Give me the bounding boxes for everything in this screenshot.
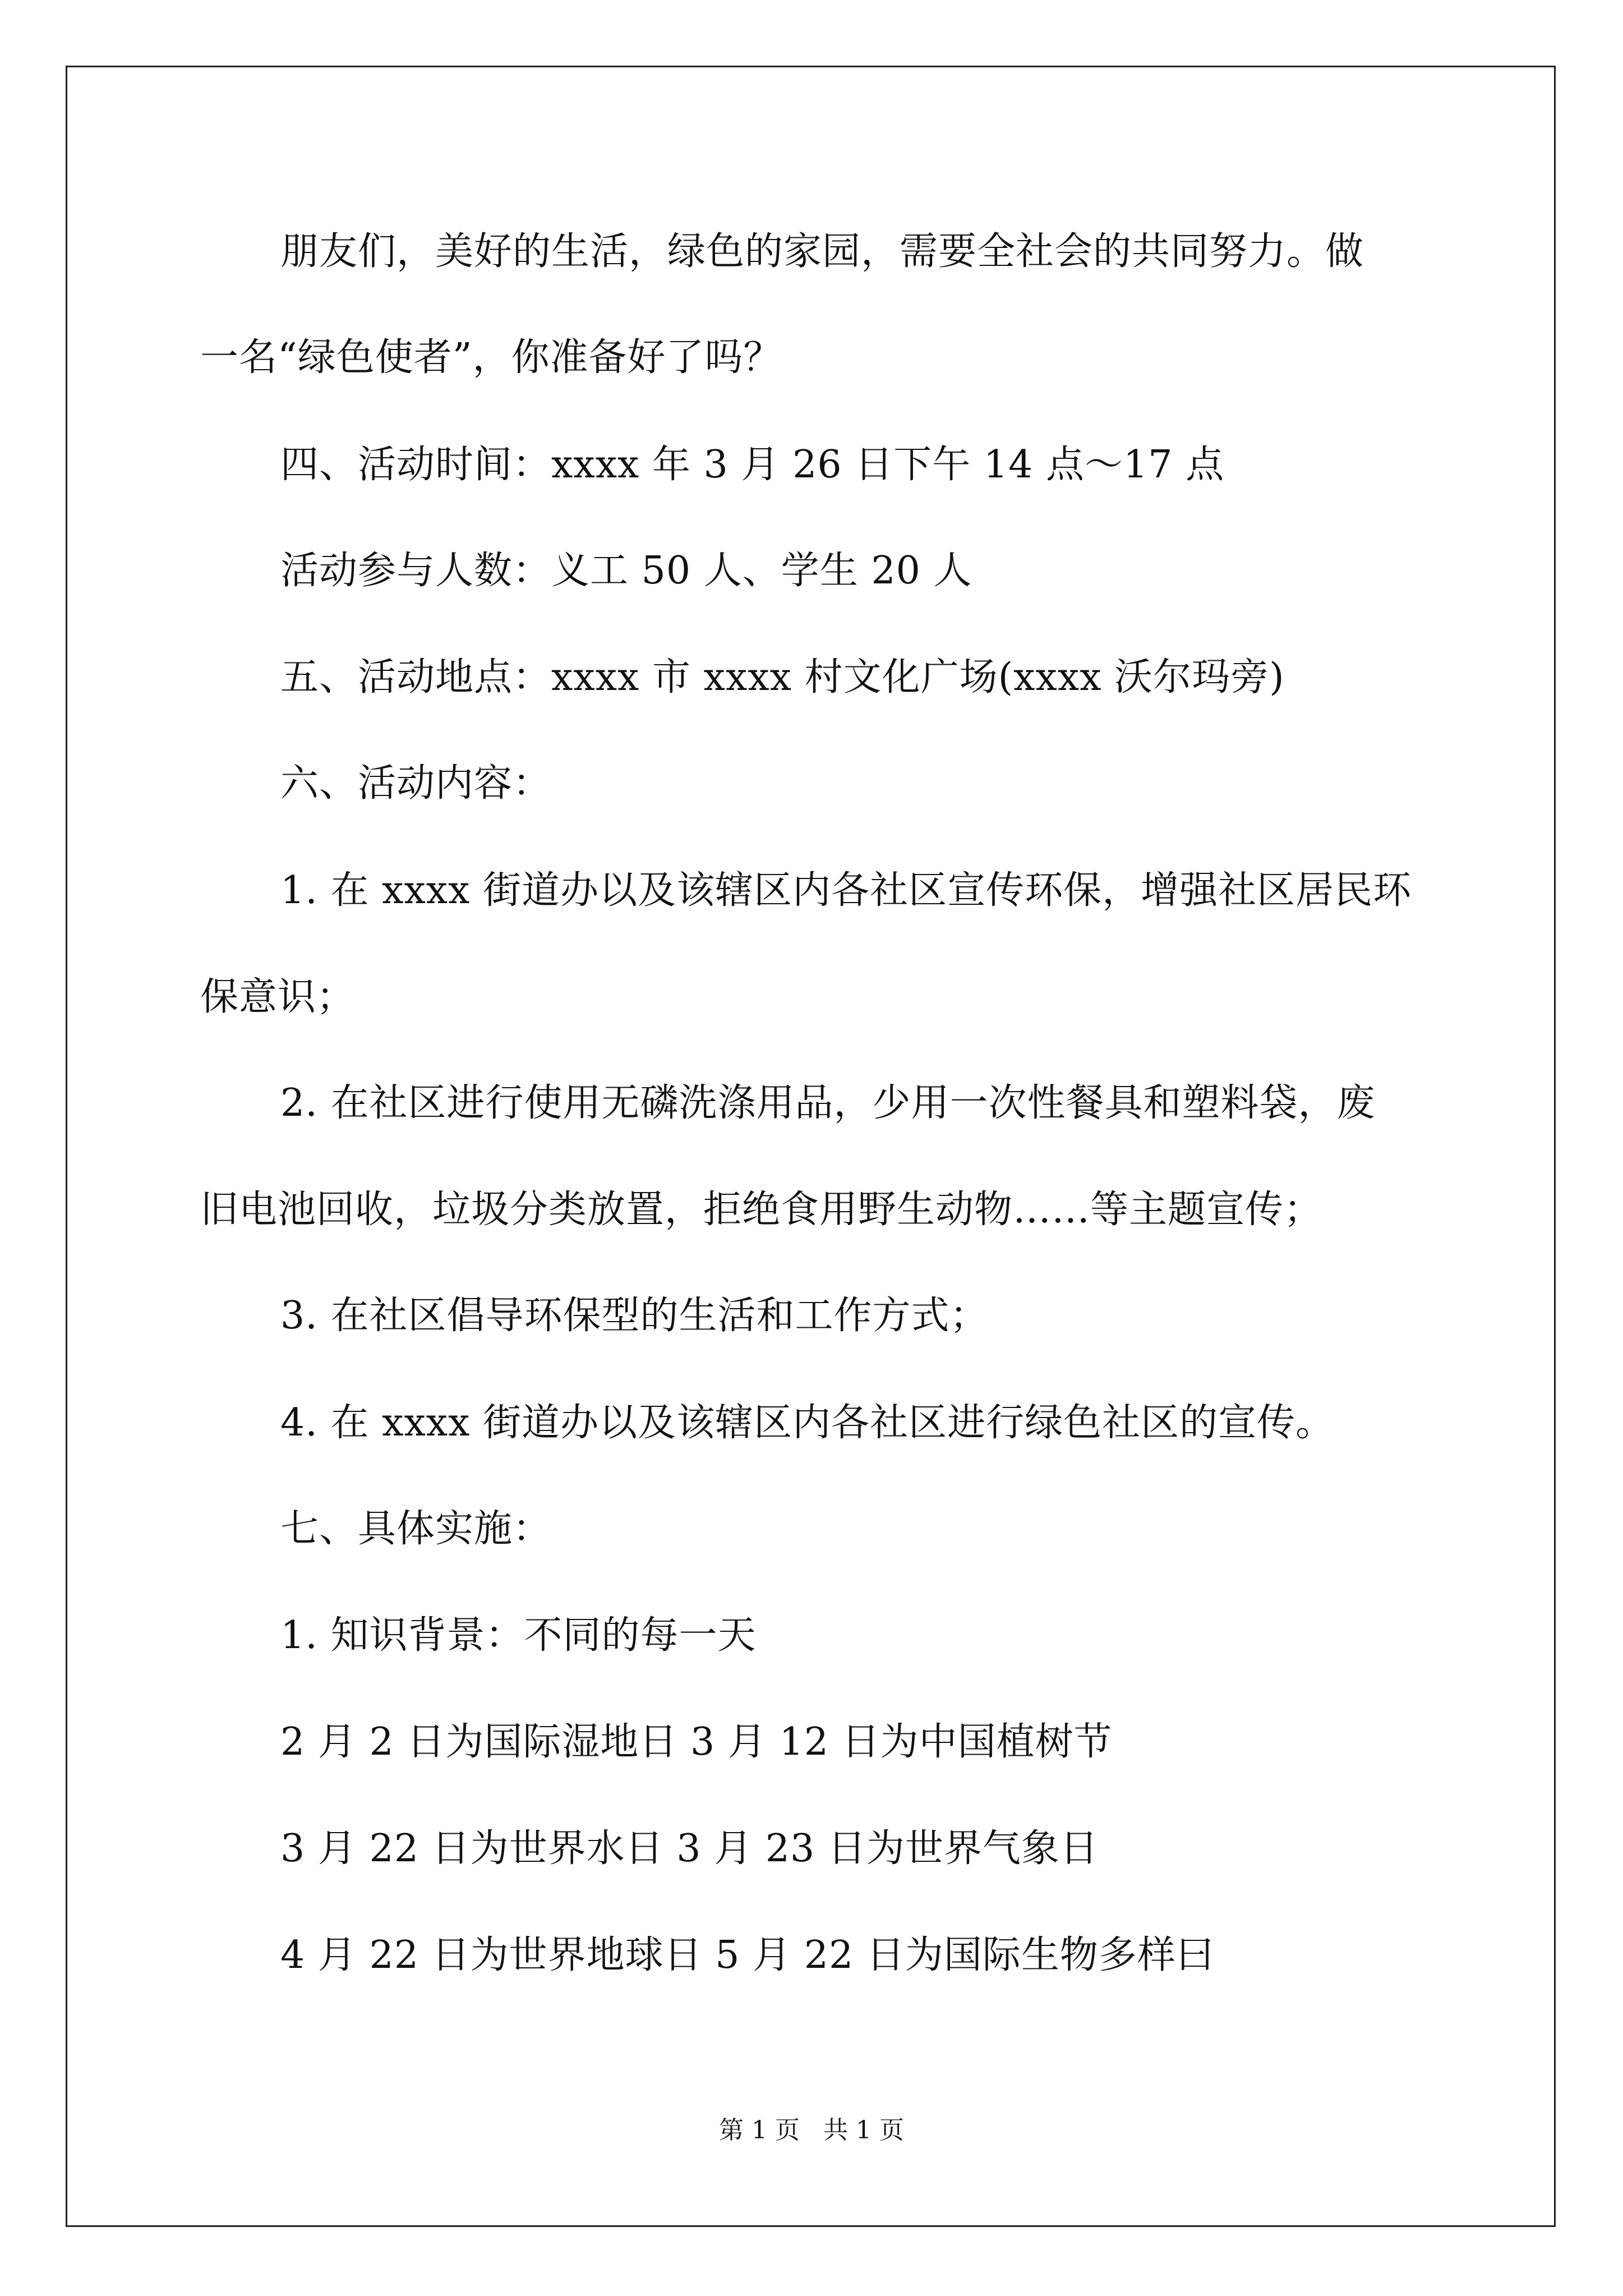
page-border [66,66,1556,2227]
paragraph-line: 七、具体实施： [280,1507,552,1551]
paragraph-line: 2 月 2 日为国际湿地日 3 月 12 日为中国植树节 [280,1720,1113,1764]
paragraph-line: 4. 在 xxxx 街道办以及该辖区内各社区进行绿色社区的宣传。 [280,1401,1335,1445]
paragraph-line: 朋友们，美好的生活，绿色的家园，需要全社会的共同努力。做 [280,229,1364,274]
paragraph-line: 3 月 22 日为世界水日 3 月 23 日为世界气象日 [280,1826,1099,1871]
paragraph-line: 旧电池回收，垃圾分类放置，拒绝食用野生动物……等主题宣传； [200,1188,1323,1232]
paragraph-line: 保意识； [200,975,356,1019]
paragraph-line: 一名“绿色使者”，你准备好了吗？ [200,335,782,380]
paragraph-line: 1. 知识背景：不同的每一天 [280,1613,757,1658]
paragraph-line: 3. 在社区倡导环保型的生活和工作方式； [280,1294,989,1338]
paragraph-line: 1. 在 xxxx 街道办以及该辖区内各社区宣传环保，增强社区居民环 [280,868,1412,913]
paragraph-line: 4 月 22 日为世界地球日 5 月 22 日为国际生物多样曰 [280,1933,1215,1977]
paragraph-line: 六、活动内容： [280,761,552,806]
paragraph-line: 2. 在社区进行使用无磷洗涤用品，少用一次性餐具和塑料袋，废 [280,1081,1376,1125]
paragraph-line: 五、活动地点：xxxx 市 xxxx 村文化广场(xxxx 沃尔玛旁) [280,655,1285,700]
paragraph-line: 活动参与人数：义工 50 人、学生 20 人 [280,549,972,593]
page-footer: 第 1 页 共 1 页 [719,2116,904,2145]
paragraph-line: 四、活动时间：xxxx 年 3 月 26 日下午 14 点～17 点 [280,443,1225,487]
